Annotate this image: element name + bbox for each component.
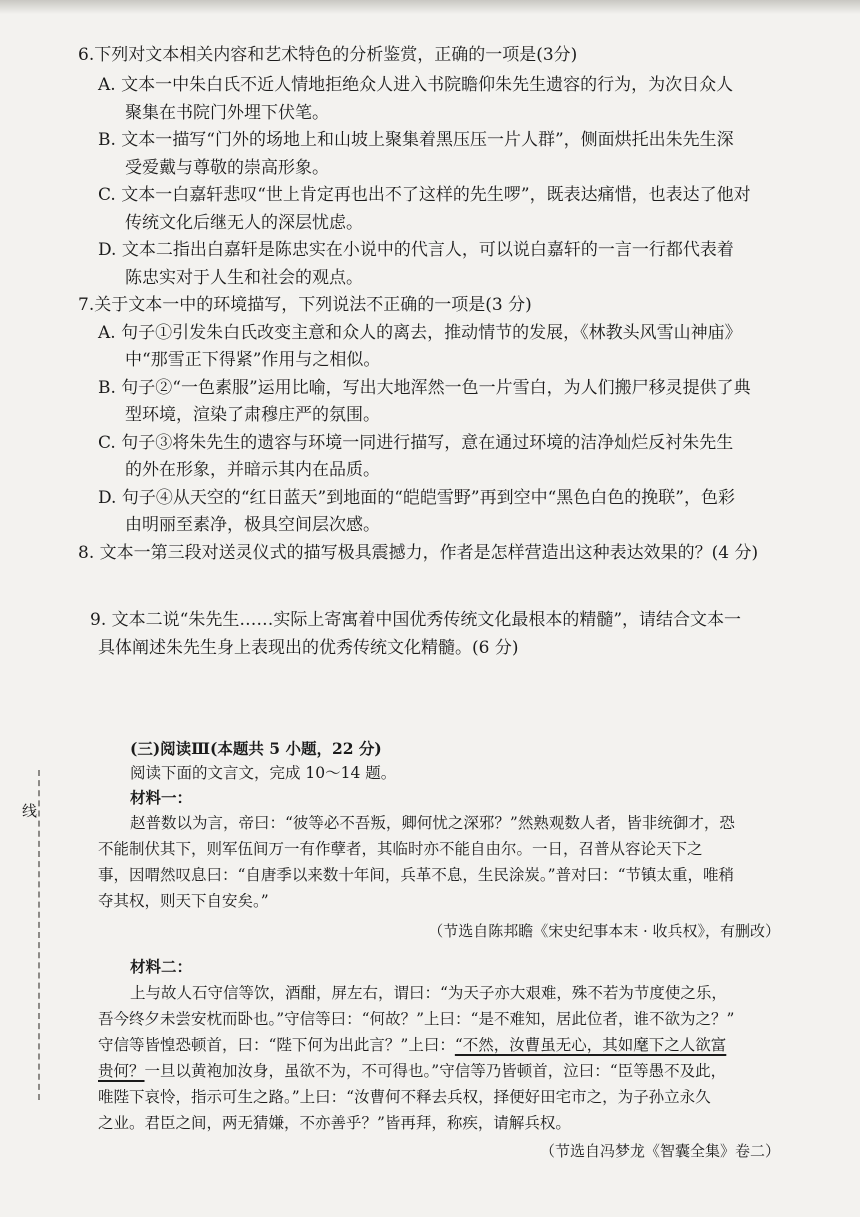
q7-option-c-cont: 的外在形象，并暗示其内在品质。 [125, 460, 380, 480]
binding-dashed-line [38, 770, 42, 1100]
material-2-source: （节选自冯梦龙《智囊全集》卷二） [539, 1142, 780, 1160]
q6-option-b-cont: 受爱戴与尊敬的崇高形象。 [125, 158, 329, 178]
q6-option-a-cont: 聚集在书院门外埋下伏笔。 [125, 103, 329, 123]
material-2-line: 上与故人石守信等饮，酒酣，屏左右，谓曰：“为天子亦大艰难，殊不若为节度使之乐， [130, 984, 727, 1002]
material-2-label: 材料二： [130, 957, 193, 976]
material-1-line: 事，因喟然叹息曰：“自唐季以来数十年间，兵革不息，生民涂炭。”普对曰：“节镇太重，唯稍 [98, 866, 735, 884]
q6-option-c-cont: 传统文化后继无人的深层忧虑。 [125, 213, 363, 233]
q8-stem: 8. 文本一第三段对送灵仪式的描写极具震撼力，作者是怎样营造出这种表达效果的？(4 分) [78, 543, 759, 563]
q6-stem: 6.下列对文本相关内容和艺术特色的分析鉴赏，正确的一项是(3分) [78, 45, 578, 65]
material-1-source: （节选自陈邦瞻《宋史纪事本末 · 收兵权》，有删改） [428, 922, 780, 940]
material-1-line: 夺其权，则天下自安矣。” [98, 892, 269, 910]
material-1-label: 材料一： [130, 788, 193, 807]
q7-stem: 7.关于文本一中的环境描写，下列说法不正确的一项是(3 分) [78, 295, 532, 315]
q6-option-c: C. 文本一白嘉轩悲叹“世上肯定再也出不了这样的先生啰”，既表达痛惜，也表达了他对 [98, 185, 751, 205]
q7-option-d: D. 句子④从天空的“红日蓝天”到地面的“皑皑雪野”再到空中“黑色白色的挽联”，色彩 [98, 488, 735, 508]
underlined-sentence: “不然，汝曹虽无心，其如麾下之人欲富 [454, 1036, 727, 1054]
material-2-line: 之业。君臣之间，两无猜嫌，不亦善乎？”皆再拜，称疾，请解兵权。 [98, 1114, 571, 1132]
material-2-line [98, 1060, 726, 1082]
q7-option-b-cont: 型环境，渲染了肃穆庄严的氛围。 [125, 405, 380, 425]
q6-option-a: A. 文本一中朱白氏不近人情地拒绝众人进入书院瞻仰朱先生遗容的行为，为次日众人 [98, 75, 734, 95]
material-1-line: 赵普数以为言，帝曰：“彼等必不吾叛，卿何忧之深邪？”然熟观数人者，皆非统御才，恐 [130, 814, 735, 832]
q7-option-a: A. 句子①引发朱白氏改变主意和众人的离去，推动情节的发展，《林教头风雪山神庙》 [98, 323, 742, 343]
q7-option-d-cont: 由明丽至素净，极具空间层次感。 [125, 515, 380, 535]
q6-option-d: D. 文本二指出白嘉轩是陈忠实在小说中的代言人，可以说白嘉轩的一言一行都代表着 [98, 240, 734, 260]
q9-stem: 9. 文本二说“朱先生……实际上寄寓着中国优秀传统文化最根本的精髓”，请结合文本一 [90, 610, 742, 630]
underlined-sentence-cont: 贵何？ [98, 1062, 145, 1080]
material-2-line: 吾今终夕未尝安枕而卧也。”守信等曰：“何故？”上曰：“是不难知，居此位者，谁不欲为之？” [98, 1010, 735, 1028]
q6-option-d-cont: 陈忠实对于人生和社会的观点。 [125, 268, 363, 288]
section-3-title: (三)阅读Ⅲ(本题共 5 小题，22 分) [130, 739, 382, 758]
q7-option-a-cont: 中“那雪正下得紧”作用与之相似。 [125, 350, 381, 370]
material-2-text: 守信等皆惶恐顿首，曰：“陛下何为出此言？”上曰： [98, 1036, 455, 1054]
q7-option-c: C. 句子③将朱先生的遗容与环境一同进行描写，意在通过环境的洁净灿烂反衬朱先生 [98, 433, 734, 453]
scan-top-edge [0, 0, 860, 14]
material-1-line: 不能制伏其下，则军伍间万一有作孽者，其临时亦不能自由尔。一日，召普从容论天下之 [98, 840, 703, 858]
material-2-line [98, 1034, 726, 1056]
section-3-intro: 阅读下面的文言文，完成 10～14 题。 [130, 764, 397, 782]
material-2-line: 唯陛下哀怜，指示可生之路。”上曰：“汝曹何不释去兵权，择便好田宅市之，为子孙立永久 [98, 1088, 711, 1106]
binding-margin-char: 线 [22, 802, 38, 820]
q6-option-b: B. 文本一描写“门外的场地上和山坡上聚集着黑压压一片人群”，侧面烘托出朱先生深 [98, 130, 734, 150]
q9-stem-cont: 具体阐述朱先生身上表现出的优秀传统文化精髓。(6 分) [98, 638, 519, 658]
q7-option-b: B. 句子②“一色素服”运用比喻，写出大地浑然一色一片雪白，为人们搬尸移灵提供了典 [98, 378, 751, 398]
material-2-text: 一旦以黄袍加汝身，虽欲不为，不可得也。”守信等乃皆顿首，泣曰：“臣等愚不及此， [144, 1062, 727, 1080]
